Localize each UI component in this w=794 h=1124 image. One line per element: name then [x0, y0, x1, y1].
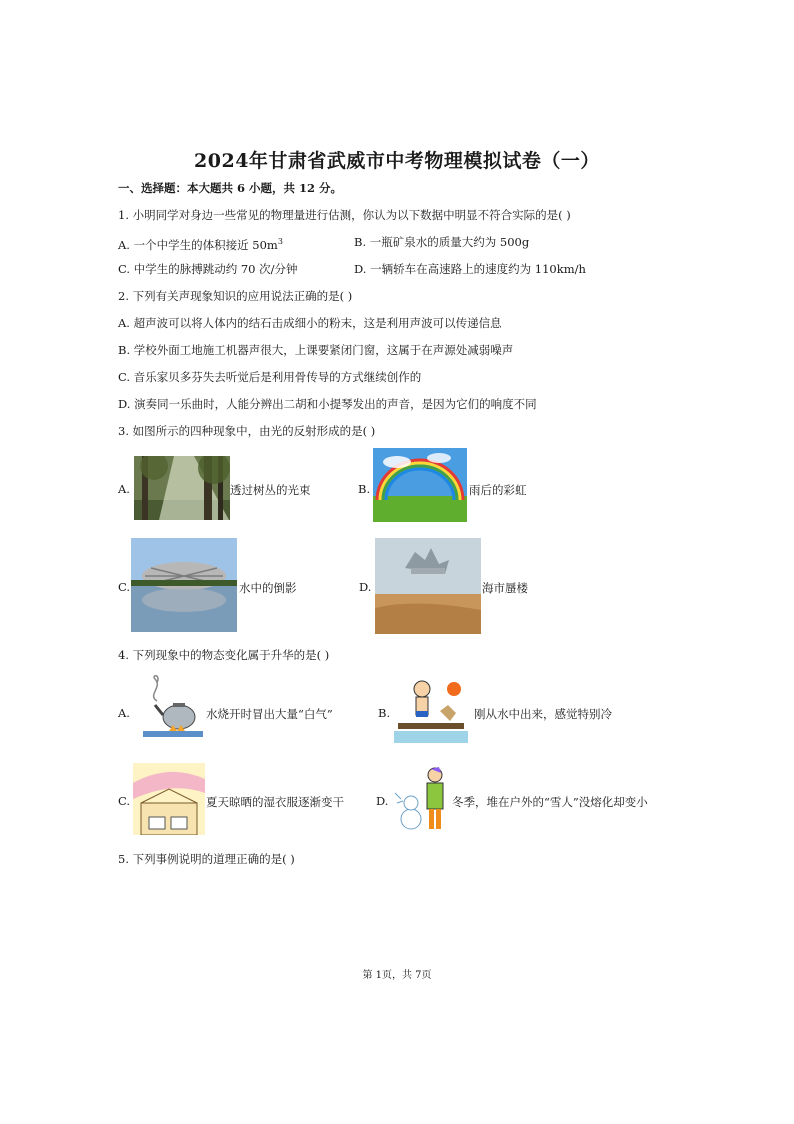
q1-stem: 1. 小明同学对身边一些常见的物理量进行估测，你认为以下数据中明显不符合实际的是( ) — [118, 208, 571, 222]
q3-a-caption: 透过树丛的光束 — [230, 483, 311, 497]
q2-option-a: A. 超声波可以将人体内的结石击成细小的粉末，这是利用声波可以传递信息 — [118, 316, 502, 330]
q2-option-d: D. 演奏同一乐曲时，人能分辨出二胡和小提琴发出的声音，是因为它们的响度不同 — [118, 397, 537, 411]
q1-option-b: B. 一瓶矿泉水的质量大约为 500g — [354, 235, 530, 249]
q1-option-a: A. 一个中学生的体积接近 $50m^3$ — [118, 237, 283, 252]
q4-d-tag: D. — [376, 794, 389, 808]
q4-a-caption: 水烧开时冒出大量“白气” — [206, 707, 333, 721]
q4-a-tag: A. — [118, 706, 130, 720]
q2-option-c: C. 音乐家贝多芬失去听觉后是利用骨传导的方式继续创作的 — [118, 370, 422, 384]
forest-light-image — [134, 456, 230, 520]
q3-b-caption: 雨后的彩虹 — [469, 483, 527, 497]
q3-b-tag: B. — [358, 482, 371, 496]
q4-b-tag: B. — [378, 706, 391, 720]
q3-stem: 3. 如图所示的四种现象中，由光的反射形成的是( ) — [118, 424, 376, 438]
drying-clothes-image — [133, 763, 205, 835]
page-footer: 第 1页，共 7页 — [362, 970, 432, 981]
section-heading: 一、选择题：本大题共 6 小题，共 12 分。 — [118, 181, 343, 195]
q3-a-tag: A. — [118, 482, 130, 496]
page-title: 2024年甘肃省武威市中考物理模拟试卷（一） — [194, 150, 600, 172]
q3-c-tag: C. — [118, 580, 131, 594]
q3-c-caption: 水中的倒影 — [239, 581, 297, 595]
q1-option-c: C. 中学生的脉搏跳动约 70 次/分钟 — [118, 262, 298, 276]
q4-c-tag: C. — [118, 794, 131, 808]
q4-stem: 4. 下列现象中的物态变化属于升华的是( ) — [118, 648, 330, 662]
q4-d-caption: 冬季，堆在户外的“雪人”没熔化却变小 — [452, 795, 648, 809]
q3-d-tag: D. — [359, 580, 372, 594]
boiling-kettle-image — [133, 673, 205, 745]
q2-stem: 2. 下列有关声现象知识的应用说法正确的是( ) — [118, 289, 353, 303]
q4-b-caption: 刚从水中出来，感觉特别冷 — [474, 707, 612, 721]
mirage-image — [375, 538, 481, 634]
q5-stem: 5. 下列事例说明的道理正确的是( ) — [118, 852, 295, 866]
rainbow-image — [373, 448, 467, 522]
snowman-image — [391, 763, 451, 833]
q4-c-caption: 夏天晾晒的湿衣服逐渐变干 — [206, 795, 344, 809]
bird-nest-reflection-image — [131, 538, 237, 632]
q1-option-d: D. 一辆轿车在高速路上的速度约为 110km/h — [354, 262, 586, 276]
swimmer-cold-image — [394, 675, 468, 743]
q3-d-caption: 海市蜃楼 — [482, 581, 528, 595]
q2-option-b: B. 学校外面工地施工机器声很大，上课要紧闭门窗，这属于在声源处减弱噪声 — [118, 343, 514, 357]
